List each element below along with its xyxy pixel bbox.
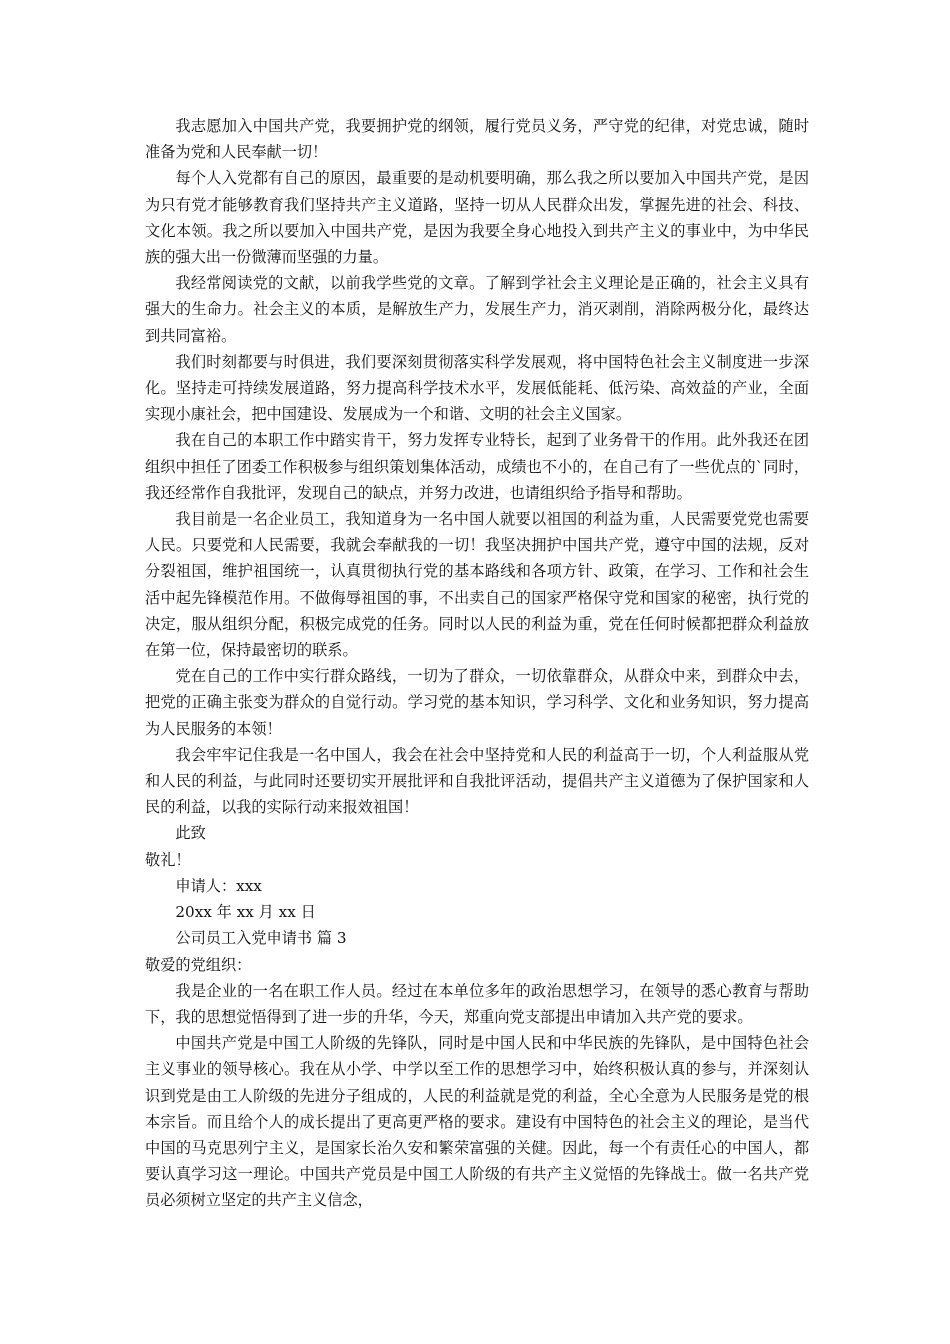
paragraph: 我经常阅读党的文献，以前我学些党的文章。了解到学社会主义理论是正确的，社会主义具有强大的生命力。社会主义的本质，是解放生产力，发展生产力，消灭剥削，消除两极分化，最终达到共同富裕。 bbox=[145, 274, 809, 345]
paragraph: 我目前是一名企业员工，我知道身为一名中国人就要以祖国的利益为重，人民需要党党也需要人民。只要党和人民需要，我就会奉献我的一切！我坚决拥护中国共产党，遵守中国的法规，反对分裂祖国，维护祖国统一，认真贯彻执行党的基本路线和各项方针、政策，在学习、工作和社会生活中起先锋模范作用。不做侮辱祖国的事，不出卖自己的国家严格保守党和国家的秘密，执行党的决定，服从组织分配，积极完成党的任务。同时以人民的利益为重，党在任何时候都把群众利益放在第一位，保持最密切的联系。 bbox=[145, 510, 809, 660]
date-line: 20xx 年 xx 月 xx 日 bbox=[175, 903, 316, 922]
closing-line: 此致 bbox=[175, 824, 206, 843]
paragraph: 我是企业的一名在职工作人员。经过在本单位多年的政治思想学习，在领导的悉心教育与帮助下，我的思想觉悟得到了进一步的升华，今天，郑重向党支部提出申请加入共产党的要求。 bbox=[145, 981, 809, 1026]
salute-line: 敬礼！ bbox=[145, 850, 191, 869]
paragraph: 中国共产党是中国工人阶级的先锋队，同时是中国人民和中华民族的先锋队，是中国特色社会主义事业的领导核心。我在从小学、中学以至工作的思想学习中，始终积极认真的参与，并深刻认识到党是由工人阶级的先进分子组成的，人民的利益就是党的利益，全心全意为人民服务是党的根本宗旨。而且给个人的成长提出了更高更严格的要求。建设有中国特色的社会主义的理论，是当代中国的马克思列宁主义，是国家长治久安和繁荣富强的关健。因此，每一个有责任心的中国人，都要认真学习这一理论。中国共产党员是中国工人阶级的有共产主义觉悟的先锋战士。做一名共产党员必须树立坚定的共产主义信念， bbox=[145, 1034, 809, 1210]
document-page bbox=[145, 113, 809, 1214]
paragraph: 党在自己的工作中实行群众路线，一切为了群众，一切依靠群众，从群众中来，到群众中去，把党的正确主张变为群众的自觉行动。学习党的基本知识，学习科学、文化和业务知识，努力提高为人民服务的本领！ bbox=[145, 667, 809, 738]
paragraph: 我们时刻都要与时俱进，我们要深刻贯彻落实科学发展观，将中国特色社会主义制度进一步深化。坚持走可持续发展道路，努力提高科学技术水平，发展低能耗、低污染、高效益的产业，全面实现小康社会，把中国建设、发展成为一个和谐、文明的社会主义国家。 bbox=[145, 352, 809, 424]
paragraph: 我会牢牢记住我是一名中国人，我会在社会中坚持党和人民的利益高于一切，个人利益服从党和人民的利益，与此同时还要切实开展批评和自我批评活动，提倡共产主义道德为了保护国家和人民的利益，以我的实际行动来报效祖国！ bbox=[145, 745, 809, 817]
applicant-line: 申请人：xxx bbox=[175, 876, 262, 895]
paragraph: 我志愿加入中国共产党，我要拥护党的纲领，履行党员义务，严守党的纪律，对党忠诚，随时准备为党和人民奉献一切！ bbox=[145, 117, 809, 162]
paragraph: 我在自己的本职工作中踏实肯干，努力发挥专业特长，起到了业务骨干的作用。此外我还在团组织中担任了团委工作积极参与组织策划集体活动，成绩也不小的，在自己有了一些优点的`同时，我还经常作自我批评，发现自己的缺点，并努力改进，也请组织给予指导和帮助。 bbox=[145, 431, 809, 502]
paragraph: 每个人入党都有自己的原因，最重要的是动机要明确，那么我之所以要加入中国共产党，是因为只有党才能够教育我们坚持共产主义道路，坚持一切从人民群众出发，掌握先进的社会、科技、文化本领。我之所以要加入中国共产党，是因为我要全身心地投入到共产主义的事业中，为中华民族的强大出一份微薄而坚强的力量。 bbox=[145, 169, 809, 267]
section-title: 公司员工入党申请书 篇 3 bbox=[175, 929, 347, 948]
greeting-line: 敬爱的党组织： bbox=[145, 955, 252, 974]
